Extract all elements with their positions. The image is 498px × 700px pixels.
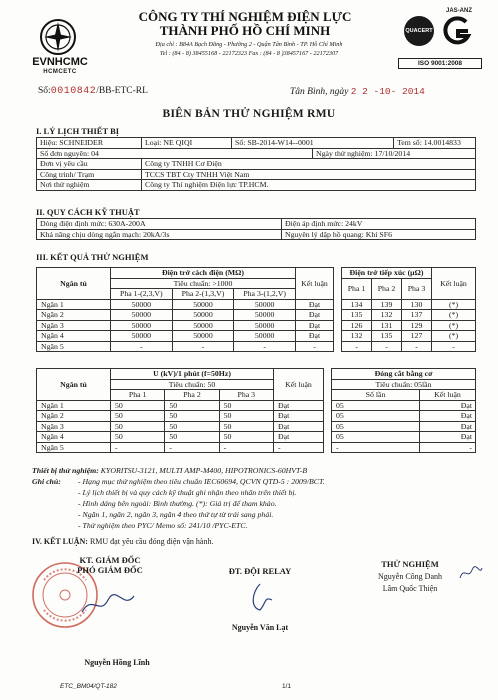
- left-signature-title: [60, 555, 160, 575]
- volt-col-2: Pha 2: [165, 390, 219, 401]
- col-ket-luan-4: Kết luận: [420, 390, 476, 401]
- certification-marks: [394, 8, 484, 78]
- note-line: Ghi chú: - Hạng mục thử nghiệm theo tiêu chuẩn IEC60694, QCVN QTD-5 : 2009/BCT.: [32, 477, 325, 486]
- col-ket-luan-3: Kết luận: [274, 369, 324, 401]
- mid-signature-icon: [240, 582, 280, 612]
- note-line: - Ngăn 1, ngăn 2, ngăn 3, ngăn 4 theo thứ tự từ trái sang phải.: [78, 510, 274, 519]
- left-signature-icon: [78, 590, 138, 620]
- contact-col-3: Pha 3: [402, 278, 432, 299]
- quacert-g-icon: [436, 16, 476, 46]
- note-line: - Hình dáng bên ngoài: Bình thường. (*): Giá trị để tham khảo.: [78, 499, 277, 508]
- so-number: 0010842: [50, 86, 97, 97]
- so-cell: Số: SB-2014-W14--0001: [232, 138, 394, 149]
- table-row: Ngăn 1 50 50 50 Đạt 05 Đạt: [37, 400, 476, 411]
- tem-cell: Tem số: 14.0014833: [394, 138, 476, 149]
- mech-title: Đóng cắt bằng cơ: [332, 369, 476, 380]
- col-ngan-tu: Ngăn tủ: [37, 268, 111, 300]
- equipment-value: KYORITSU-3121, MULTI AMP-M400, HIPOTRONICS-60HVT-B: [100, 466, 308, 475]
- document-number: [38, 86, 148, 97]
- contact-col-1: Pha 1: [342, 278, 372, 299]
- table-row: Ngăn 2 50000 50000 50000 Đạt 135 132 137 (*): [37, 310, 476, 321]
- right-signer-name-2: Lâm Quốc Thiện: [382, 584, 438, 593]
- don-vi-value: Công ty TNHH Cơ Điện: [142, 159, 476, 170]
- kha-nang-cell: Khả năng chịu dòng ngắn mạch: 20kA/3s: [37, 229, 282, 240]
- mid-signature-title: ĐT. ĐỘI RELAY: [228, 566, 292, 576]
- jas-anz-label: JAS-ANZ: [446, 8, 473, 14]
- conclusion-text: RMU đạt yêu cầu đóng điện vận hành.: [89, 537, 214, 546]
- noi-tn-label: Nơi thử nghiệm: [37, 180, 142, 191]
- equipment-profile-table: [36, 137, 476, 191]
- company-address: [104, 40, 394, 58]
- date-prefix: Tân Bình, ngày: [290, 87, 349, 97]
- section-2-heading: II. QUY CÁCH KỸ THUẬT: [36, 207, 140, 217]
- page-number: 1/1: [282, 683, 292, 690]
- phone-line: Tel : (84 - 8) 38455168 - 22172323 Fax : (84 - 8 )38457167 - 22172307: [159, 50, 339, 57]
- quacert-badge: QUACERT: [404, 16, 434, 46]
- logo-subtitle: HCMCETC: [43, 69, 77, 75]
- contact-title: Điện trở tiếp xúc (μΩ): [342, 268, 432, 279]
- company-line-2: THÀNH PHỐ HỒ CHÍ MINH: [159, 23, 331, 38]
- cong-trinh-value: TCCS TBT Cty TNHH Việt Nam: [142, 169, 476, 180]
- table-row: Ngăn 4 50000 50000 50000 Đạt 132 135 127 (*): [37, 331, 476, 342]
- equipment-label: Thiết bị thử nghiệm:: [32, 466, 99, 475]
- ins-col-1: Pha 1-(2,3,V): [111, 289, 173, 300]
- conclusion: [32, 537, 213, 546]
- so-don-nguyen-cell: Số đơn nguyên: 04: [37, 148, 313, 159]
- table-row: Ngăn 2 50 50 50 Đạt 05 Đạt: [37, 411, 476, 422]
- company-line-1: CÔNG TY THÍ NGHIỆM ĐIỆN LỰC: [138, 9, 352, 24]
- contact-col-2: Pha 2: [372, 278, 402, 299]
- iso-label: ISO 9001:2008: [398, 58, 482, 69]
- dong-dien-cell: Dòng điện định mức: 630A-200A: [37, 219, 282, 230]
- loai-cell: Loại: NE QIQI: [142, 138, 232, 149]
- pho-giam-doc: PHÓ GIÁM ĐỐC: [77, 565, 143, 575]
- notes-block: [32, 465, 472, 531]
- section-1-heading: I. LÝ LỊCH THIẾT BỊ: [36, 126, 120, 136]
- date-value: 2 2 -10- 2014: [350, 86, 425, 97]
- table-row: Ngăn 3 50 50 50 Đạt 05 Đạt: [37, 421, 476, 432]
- right-signature-title: THỬ NGHIỆM: [381, 559, 439, 569]
- letterhead: [14, 8, 484, 80]
- equipment-line: [32, 465, 472, 476]
- evn-logo: [20, 18, 92, 76]
- document-title: BIÊN BẢN THỬ NGHIỆM RMU: [162, 108, 336, 120]
- col-ket-luan-1: Kết luận: [296, 268, 334, 300]
- voltage-standard: Tiêu chuẩn: 50: [111, 379, 274, 390]
- hieu-cell: Hiệu: SCHNEIDER: [37, 138, 142, 149]
- form-code: ETC_BM04/QT-182: [60, 683, 117, 690]
- insulation-standard: Tiêu chuẩn: >1000: [111, 278, 296, 289]
- don-vi-label: Đơn vị yêu cầu: [37, 159, 142, 170]
- table-row: Ngăn 5 - - - - - - - -: [37, 341, 476, 352]
- noi-tn-value: Công ty Thí nghiệm Điện lực TP.HCM.: [142, 180, 476, 191]
- ngay-thu-nghiem-cell: Ngày thử nghiệm: 17/10/2014: [313, 148, 476, 159]
- table-row: Ngăn 3 50000 50000 50000 Đạt 126 131 129 (*): [37, 320, 476, 331]
- ghi-chu-label: Ghi chú:: [32, 477, 61, 486]
- ins-col-3: Pha 3-(1,2,V): [234, 289, 296, 300]
- so-suffix: /BB-ETC-RL: [96, 86, 148, 96]
- section-3-heading: III. KẾT QUẢ THỬ NGHIỆM: [36, 252, 149, 262]
- left-signer-name: Nguyễn Hồng Lĩnh: [84, 658, 150, 667]
- ins-col-2: Pha 2-(1,3,V): [172, 289, 234, 300]
- company-name: [120, 10, 370, 38]
- section-4-heading: IV. KẾT LUẬN:: [32, 537, 88, 546]
- mech-standard: Tiêu chuẩn: 05lần: [332, 379, 476, 390]
- results-table-2: [36, 368, 476, 453]
- insulation-title: Điện trở cách điện (MΩ): [111, 268, 296, 279]
- table-row: Ngăn 1 50000 50000 50000 Đạt 134 139 130 (*): [37, 299, 476, 310]
- col-ket-luan-2: Kết luận: [432, 268, 476, 300]
- results-table-1: [36, 267, 476, 352]
- cong-trinh-label: Công trình/ Trạm: [37, 169, 142, 180]
- col-ngan-tu-2: Ngăn tủ: [37, 369, 111, 401]
- volt-col-1: Pha 1: [111, 390, 165, 401]
- nguyen-ly-cell: Nguyên lý dập hồ quang: Khí SF6: [282, 229, 476, 240]
- evn-emblem-icon: [38, 18, 78, 56]
- note-line: - Lý lịch thiết bị và quy cách kỹ thuật ghi nhận theo nhãn trên thiết bị.: [78, 488, 297, 497]
- right-signer-name-1: Nguyễn Công Danh: [378, 572, 442, 581]
- kt-giam-doc: KT. GIÁM ĐỐC: [79, 555, 141, 565]
- address-line: Địa chỉ : B84A Bạch Đằng - Phường 2 - Quận Tân Bình - TP. Hồ Chí Minh: [155, 41, 343, 48]
- mid-signer-name: Nguyễn Văn Lạt: [231, 623, 289, 632]
- right-signature-icon: [458, 564, 484, 582]
- table-row: Ngăn 4 50 50 50 Đạt 05 Đạt: [37, 432, 476, 443]
- so-label: Số:: [38, 86, 51, 96]
- dien-ap-cell: Điện áp định mức: 24kV: [282, 219, 476, 230]
- mech-col: Số lần: [332, 390, 420, 401]
- specification-table: [36, 218, 476, 240]
- table-row: Ngăn 5 - - - - - -: [37, 442, 476, 453]
- volt-col-3: Pha 3: [219, 390, 273, 401]
- logo-name: EVNHCMC: [32, 56, 88, 68]
- document-date: [290, 86, 425, 97]
- voltage-title: U (kV)/1 phút (f=50Hz): [111, 369, 274, 380]
- note-line: - Thử nghiệm theo PYC/ Memo số: 241/10 /PYC-ETC.: [78, 521, 248, 530]
